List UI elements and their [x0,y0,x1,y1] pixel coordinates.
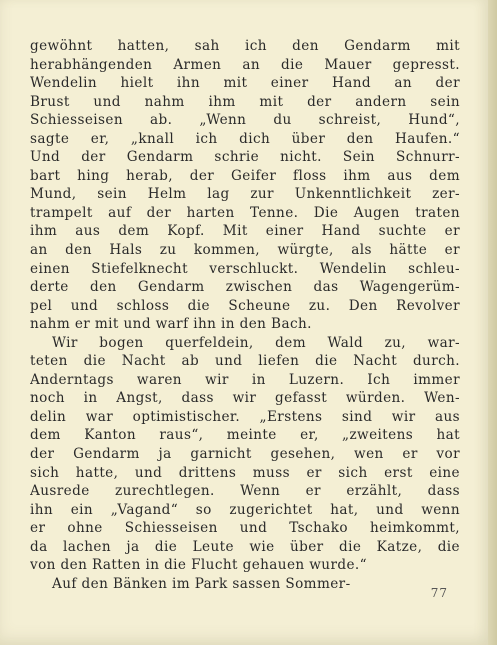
text-line: ihn ein „Vagand“ so zugerichtet hat, und wenn [30,501,460,518]
text-line: trampelt auf der harten Tenne. Die Augen traten [30,204,460,221]
text-line: sich hatte, und drittens muss er sich erst eine [30,464,460,481]
text-line: noch in Angst, dass wir gefasst würden. Wen- [30,390,460,407]
text-line: pel und schloss die Scheune zu. Den Revolver [30,297,460,314]
text-line: herabhängenden Armen an die Mauer gepresst. [30,56,460,73]
text-line: er ohne Schiesseisen und Tschako heimkommt, [30,520,460,537]
text-line: nahm er mit und warf ihn in den Bach. [30,316,312,333]
text-line: Auf den Bänken im Park sassen Sommer- [52,575,351,592]
text-line: an den Hals zu kommen, würgte, als hätte er [30,242,460,259]
text-line: von den Ratten in die Flucht gehauen wurde.“ [30,557,367,574]
text-line: bart hing herab, der Geifer floss ihm aus dem [30,167,460,184]
text-line: derte den Gendarm zwischen das Wagengerüm- [30,279,460,296]
text-line: ihm aus dem Kopf. Mit einer Hand suchte er [30,223,460,240]
page-number: 77 [430,586,448,600]
text-line: Schiesseisen ab. „Wenn du schreist, Hund“, [30,112,460,129]
text-line: der Gendarm ja garnicht gesehen, wen er vor [30,446,460,463]
text-line: dem Kanton raus“, meinte er, „zweitens hat [30,427,460,444]
text-line: Und der Gendarm schrie nicht. Sein Schnurr- [30,149,460,166]
text-line: Ausrede zurechtlegen. Wenn er erzählt, dass [30,483,460,500]
text-line: teten die Nacht ab und liefen die Nacht durch. [30,353,460,370]
text-line: delin war optimistischer. „Erstens sind wir aus [30,408,460,425]
text-line: sagte er, „knall ich dich über den Haufen.“ [30,130,460,147]
text-line: Brust und nahm ihm mit der andern sein [30,93,460,110]
body-text [30,37,460,593]
text-line: da lachen ja die Leute wie über die Katze, die [30,538,460,555]
text-line: gewöhnt hatten, sah ich den Gendarm mit [30,38,460,54]
text-line: Mund, sein Helm lag zur Unkenntlichkeit zer- [30,186,460,203]
text-line: Wir bogen querfeldein, dem Wald zu, war- [52,334,460,351]
text-line: Wendelin hielt ihn mit einer Hand an der [30,75,460,92]
text-line: Anderntags waren wir in Luzern. Ich immer [30,371,460,388]
page-edge [488,0,497,645]
text-line: einen Stiefelknecht verschluckt. Wendelin schleu- [30,260,460,277]
